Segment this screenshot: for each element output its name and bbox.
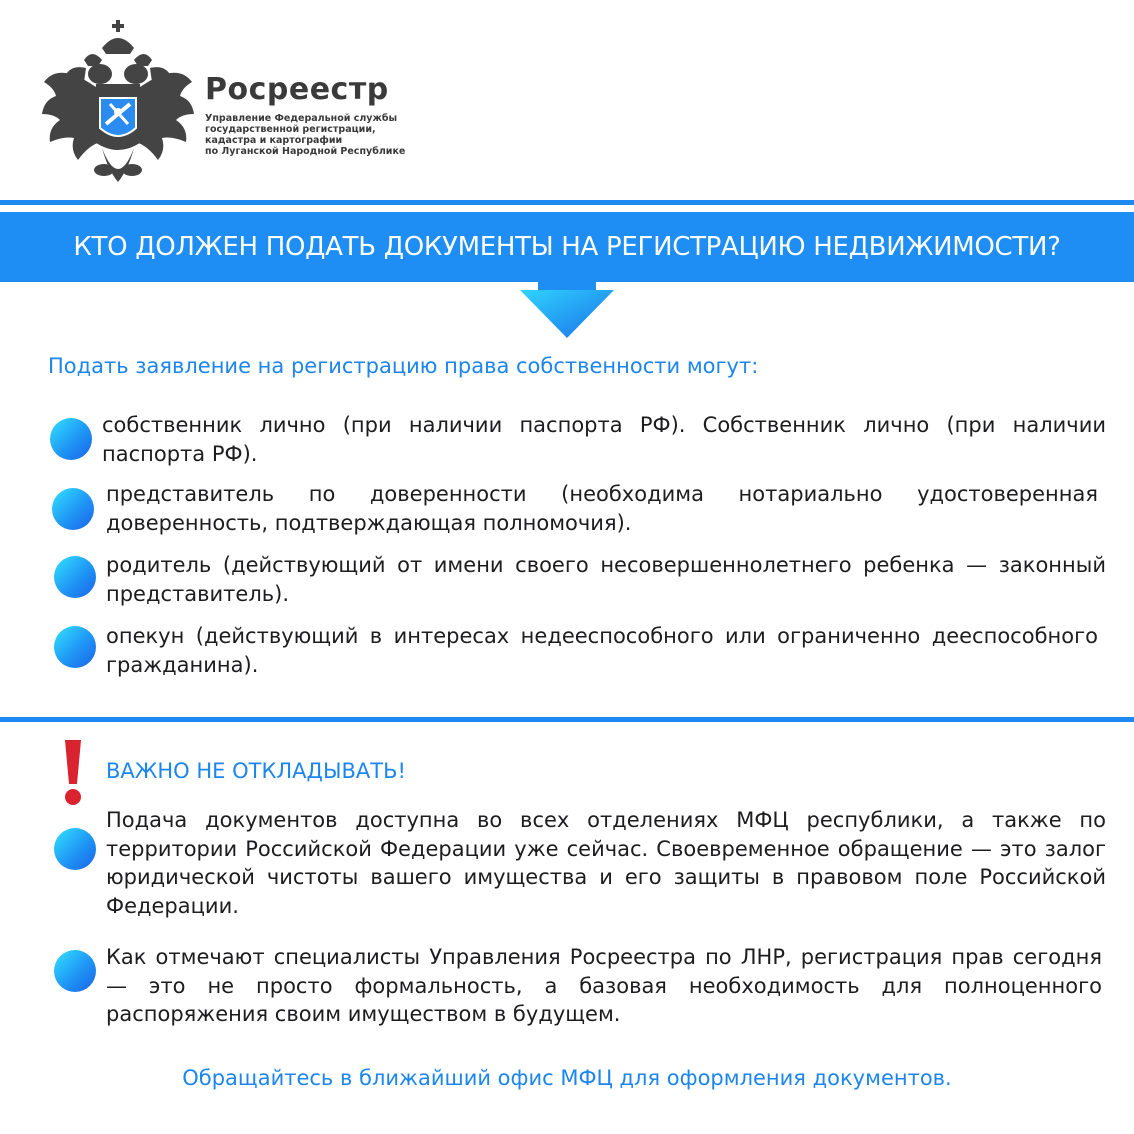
brand-subtitle (205, 113, 405, 157)
bullet-icon (54, 556, 96, 598)
divider-line (0, 717, 1134, 722)
list-item-text: собственник лично (при наличии паспорта РФ). Собственник лично (при наличии паспорта РФ). (102, 413, 1106, 466)
important-paragraph: Как отмечают специалисты Управления Росреестра по ЛНР, регистрация прав сегодня — это не просто формальность, а базовая необходимость для полноценного распоряжения своим имуществом в будущем. (106, 945, 1102, 1026)
double-headed-eagle-emblem-icon (40, 20, 196, 188)
footer-note: Обращайтесь в ближайший офис МФЦ для оформления документов. (182, 1066, 952, 1090)
bullet-icon (52, 488, 94, 530)
list-item-text: родитель (действующий от имени своего несовершеннолетнего ребенка — законный представитель). (106, 553, 1106, 606)
brand-name: Росреестр (205, 72, 389, 107)
banner-title (0, 212, 1134, 282)
eligibility-heading: Подать заявление на регистрацию права собственности могут: (48, 354, 759, 378)
important-heading: ВАЖНО НЕ ОТКЛАДЫВАТЬ! (106, 759, 406, 783)
important-paragraph: Подача документов доступна во всех отделениях МФЦ республики, а также по территории Российской Федерации уже сейчас. Своевременное обращение — это залог юридической чистоты вашего имущества и его защиты в правовом поле Российской Федерации. (106, 808, 1106, 918)
list-item-text: представитель по доверенности (необходима нотариально удостоверенная доверенность, подтверждающая полномочия). (106, 482, 1098, 535)
bullet-icon (50, 418, 92, 460)
bullet-icon (54, 950, 96, 992)
bullet-icon (54, 828, 96, 870)
banner-title-text: КТО ДОЛЖЕН ПОДАТЬ ДОКУМЕНТЫ НА РЕГИСТРАЦИЮ НЕДВИЖИМОСТИ? (73, 232, 1061, 262)
down-arrow-icon (520, 282, 614, 342)
bullet-icon (54, 626, 96, 668)
divider-line (0, 200, 1134, 205)
exclamation-icon (58, 740, 88, 806)
brand-subtitle-line: кадастра и картографии (205, 135, 343, 146)
brand-subtitle-line: по Луганской Народной Республике (205, 146, 406, 157)
brand-subtitle-line: государственной регистрации, (205, 124, 376, 135)
list-item-text: опекун (действующий в интересах недееспособного или ограниченно дееспособного гражданина). (106, 624, 1098, 677)
brand-subtitle-line: Управление Федеральной службы (205, 113, 398, 124)
